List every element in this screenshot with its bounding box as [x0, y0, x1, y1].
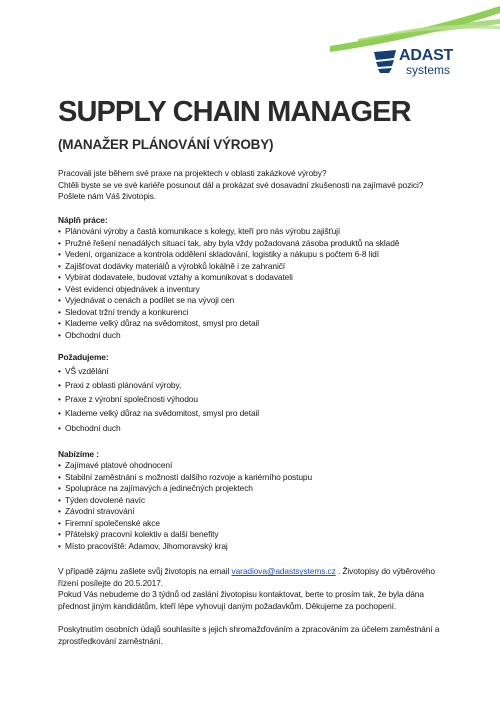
intro-line: Pošlete nám Váš životopis. [58, 191, 156, 201]
document-body [58, 168, 458, 647]
job-title: SUPPLY CHAIN MANAGER [58, 96, 411, 128]
list-item: • Vést evidenci objednávek a inventury [58, 284, 458, 296]
list-item: • Sledovat tržní trendy a konkurenci [58, 307, 458, 319]
contact-text: V případě zájmu zašlete svůj životopis na email [58, 566, 232, 577]
list-item: • Obchodní duch [58, 330, 458, 342]
list-item: • Praxe z výrobní společnosti výhodou [58, 392, 458, 406]
list-item: • Přátelský pracovní kolektiv a další benefity [58, 529, 458, 541]
list-item: • Místo pracoviště: Adamov, Jihomoravský kraj [58, 541, 458, 553]
contact-note: Pokud Vás nebudeme do 3 týdnů od zaslání životopisu kontaktovat, berte to prosím tak, že byla dána [58, 589, 424, 600]
contact-deadline: řízení posílejte do 20.5.2017. [58, 577, 164, 588]
list-item: • Spolupráce na zajímavých a jedinečných projektech [58, 483, 458, 495]
list-item: • Týden dovolené navíc [58, 495, 458, 507]
duties-list [58, 226, 458, 341]
list-item: • Obchodní duch [58, 421, 458, 435]
requirements-heading: Požadujeme: [58, 352, 109, 362]
requirements-list [58, 364, 458, 435]
offer-list [58, 460, 458, 552]
logo-subtitle: systems [406, 63, 451, 77]
company-logo [372, 46, 472, 86]
list-item: • Klademe velký důraz na svědomitost, smysl pro detail [58, 318, 458, 330]
list-item: • Plánování výroby a častá komunikace s kolegy, kteří pro nás výrobu zajišťují [58, 226, 458, 238]
gdpr-note: zprostředkování zaměstnání. [58, 635, 163, 646]
contact-paragraph [58, 566, 458, 578]
list-item: • Vyjednávat o cenách a podílet se na vývoji cen [58, 295, 458, 307]
list-item: • Stabilní zaměstnání s možností dalšího rozvoje a kariérního postupu [58, 472, 458, 484]
duties-heading: Náplň práce: [58, 214, 108, 225]
logo-name: ADAST [399, 47, 454, 64]
list-item: • Závodní stravování [58, 506, 458, 518]
list-item: • Vedení, organizace a kontrola oddělení skladování, logistiky a nákupu s počtem 6-8 lidí [58, 249, 458, 261]
offer-heading: Nabízíme : [58, 448, 99, 459]
list-item: • Praxi z oblasti plánování výroby, [58, 378, 458, 392]
list-item: • Pružné řešení nenadálých situací tak, aby byla vždy požadovaná zásoba produktů na skladě [58, 238, 458, 250]
list-item: • Vybírat dodavatele, budovat vztahy a komunikovat s dodavateli [58, 272, 458, 284]
job-subtitle: (MANAŽER PLÁNOVÁNÍ VÝROBY) [58, 137, 274, 152]
list-item: • Klademe velký důraz na svědomitost, smysl pro detail [58, 406, 458, 420]
contact-note: přednost jiným kandidátům, kteří lépe vyhovují daným požadavkům. Děkujeme za pochopení. [58, 600, 397, 611]
list-item: • Firemní společenské akce [58, 518, 458, 530]
list-item: • Zajímavé platové ohodnocení [58, 460, 458, 472]
intro-line: Chtěli byste se ve své kariéře posunout dál a prokázat své dosavadní zkušenosti na zajímavé pozici? [58, 179, 424, 190]
list-item: • VŠ vzdělání [58, 364, 458, 378]
list-item: • Zajišťovat dodávky materiálů a výrobků lokálně i ze zahraničí [58, 261, 458, 273]
contact-email-link[interactable]: varadiova@adastsystems.cz [231, 566, 336, 577]
gdpr-note: Poskytnutím osobních údajů souhlasíte s jejich shromažďováním a zpracováním za účelem zaměstnání a [58, 624, 440, 635]
intro-line: Pracovali jste během své praxe na projektech v oblasti zakázkové výroby? [58, 168, 327, 178]
contact-text: . Životopisy do výběrového [335, 566, 435, 577]
adast-logo-icon [372, 48, 398, 74]
